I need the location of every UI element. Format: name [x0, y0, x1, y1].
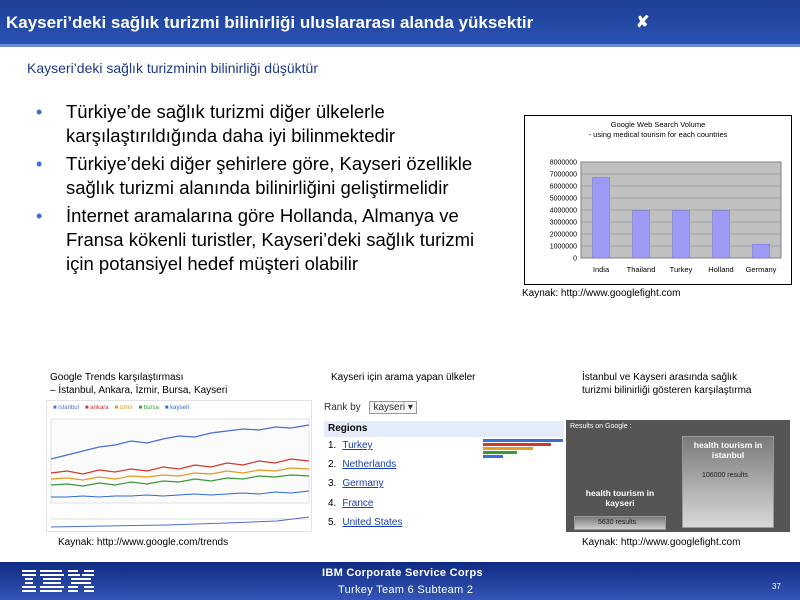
- list-item: [328, 517, 402, 528]
- rank-number: 5.: [328, 517, 337, 528]
- rank-number: 1.: [328, 440, 337, 451]
- trends-legend-item: ■ kayseri: [164, 405, 190, 411]
- bar: [593, 178, 610, 258]
- title-divider: [0, 44, 800, 47]
- slide-subtitle: Kayseri’deki sağlık turizminin bilinirliği düşüktür: [27, 60, 318, 76]
- rank-by-select[interactable]: kayseri ▾: [369, 401, 417, 414]
- bullet-text: İnternet aramalarına göre Hollanda, Almanya ve Fransa kökenli turistler, Kayseri’deki sağlık turizmi için potansiyel hedef müşteri olabilir: [66, 205, 475, 274]
- regions-caption: Kayseri için arama yapan ülkeler: [331, 372, 476, 383]
- bullet-item: [32, 204, 502, 276]
- cross-mark-icon: ✘: [636, 14, 650, 31]
- trends-legend-item: ■ istanbul: [53, 405, 79, 411]
- x-tick-label: India: [592, 265, 610, 274]
- region-link-germany[interactable]: Germany: [342, 478, 384, 489]
- region-link-france[interactable]: France: [342, 498, 374, 509]
- rank-number: 2.: [328, 459, 337, 470]
- list-item: [328, 459, 396, 470]
- y-tick-label: 4000000: [549, 207, 577, 215]
- list-item: [328, 498, 373, 509]
- chart-svg: [525, 116, 791, 284]
- istanbul-results: 106000 results: [702, 472, 748, 479]
- x-tick-label: Holland: [708, 265, 734, 274]
- y-tick-label: 0: [573, 255, 577, 263]
- x-tick-label: Germany: [745, 265, 777, 274]
- googlefight-source: Kaynak: http://www.googlefight.com: [582, 537, 741, 548]
- bullet-icon: •: [36, 154, 43, 174]
- bar: [713, 211, 730, 258]
- chart-subtitle: - using medical tourism for each countries: [588, 130, 728, 139]
- trends-graph: [46, 400, 312, 532]
- region-bar: [483, 451, 517, 454]
- page-number: 37: [772, 582, 781, 591]
- y-tick-label: 6000000: [549, 183, 577, 191]
- bullet-icon: •: [36, 102, 43, 122]
- bullet-icon: •: [36, 206, 43, 226]
- ibm-logo-icon: [22, 569, 98, 593]
- trends-source: Kaynak: http://www.google.com/trends: [58, 537, 229, 548]
- bullet-item: [32, 100, 502, 148]
- y-tick-label: 2000000: [549, 231, 577, 239]
- regions-panel: [320, 393, 565, 533]
- googlefight-panel: [566, 420, 790, 532]
- bullet-item: [32, 152, 502, 200]
- chart-source: Kaynak: http://www.googlefight.com: [522, 288, 681, 299]
- trends-legend-item: ■ bursa: [138, 405, 159, 411]
- list-item: [328, 440, 373, 451]
- trends-caption: Google Trends karşılaştırması – İstanbul, Ankara, İzmir, Bursa, Kayseri: [50, 372, 228, 396]
- list-item: [328, 478, 383, 489]
- y-tick-label: 3000000: [549, 219, 577, 227]
- search-volume-chart: [524, 115, 792, 285]
- region-link-turkey[interactable]: Turkey: [342, 440, 373, 451]
- kayseri-label: health tourism in kayseri: [585, 488, 655, 508]
- region-link-netherlands[interactable]: Netherlands: [342, 459, 397, 470]
- regions-header: Regions: [324, 421, 564, 437]
- region-bar: [483, 455, 503, 458]
- trends-legend-item: ■ izmir: [114, 405, 133, 411]
- y-tick-label: 1000000: [549, 243, 577, 251]
- rank-by-control: [324, 401, 417, 414]
- kayseri-results: 5630 results: [598, 519, 637, 526]
- x-tick-label: Thailand: [626, 265, 656, 274]
- bullet-text: Türkiye’de sağlık turizmi diğer ülkelerle karşılaştırıldığında daha iyi bilinmektedir: [66, 101, 396, 146]
- region-bar: [483, 447, 533, 450]
- trends-lines: [47, 401, 312, 532]
- rank-by-value: kayseri: [373, 402, 406, 413]
- bar: [633, 211, 650, 258]
- y-tick-label: 8000000: [549, 159, 577, 167]
- rank-number: 3.: [328, 478, 337, 489]
- footer-bar: [0, 562, 800, 600]
- footer-line-1: IBM Corporate Service Corps: [322, 567, 483, 579]
- bar: [753, 244, 770, 258]
- trends-legend-item: ■ ankara: [84, 405, 109, 411]
- region-bar: [483, 439, 563, 442]
- rank-by-label: Rank by: [324, 402, 361, 413]
- bullet-text: Türkiye’deki diğer şehirlere göre, Kayseri özellikle sağlık turizmi alanında bilinirliğini geliştirmelidir: [66, 153, 473, 198]
- chart-title: Google Web Search Volume: [610, 120, 706, 129]
- region-bar: [483, 443, 551, 446]
- y-tick-label: 5000000: [549, 195, 577, 203]
- bar: [673, 211, 690, 258]
- bullet-list: [32, 100, 502, 280]
- region-link-united-states[interactable]: United States: [342, 517, 403, 528]
- slide-title: Kayseri’deki sağlık turizmi bilinirliği uluslararası alanda yüksektir: [6, 13, 534, 32]
- googlefight-header: Results on Google :: [566, 420, 790, 434]
- rank-number: 4.: [328, 498, 337, 509]
- footer-line-2: Turkey Team 6 Subteam 2: [338, 584, 474, 596]
- x-tick-label: Turkey: [669, 265, 693, 274]
- title-bar: [0, 0, 800, 44]
- istanbul-label: health tourism in istanbul: [693, 440, 763, 460]
- googlefight-caption: İstanbul ve Kayseri arasında sağlık turizmi bilinirliği gösteren karşılaştırma: [582, 372, 752, 396]
- y-tick-label: 7000000: [549, 171, 577, 179]
